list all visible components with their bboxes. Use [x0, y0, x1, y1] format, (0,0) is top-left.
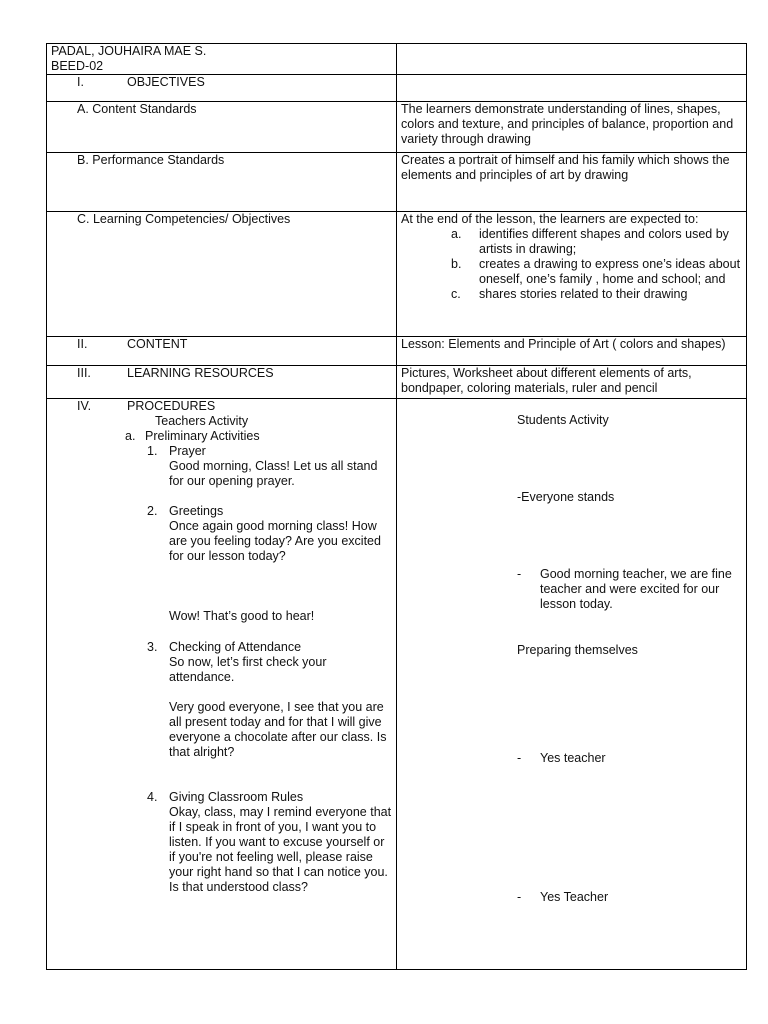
step-title: Giving Classroom Rules — [169, 790, 304, 804]
procedures-row — [47, 399, 747, 970]
student-response — [401, 567, 742, 612]
objectives-row — [47, 75, 747, 102]
procedures-heading — [51, 399, 392, 414]
step-text: Once again good morning class! How are you feeling today? Are you excited for our lesson today? — [169, 519, 381, 563]
resources-row — [47, 366, 747, 399]
content-standards-label-cell — [47, 102, 397, 153]
item-text: shares stories related to their drawing — [479, 287, 688, 301]
students-activity-cell — [397, 399, 747, 970]
step-text: Very good everyone, I see that you are all present today and for that I will give everyone a chocolate after our class. Is that alright? — [169, 700, 387, 759]
objectives-cell — [47, 75, 397, 102]
item-text: creates a drawing to express one’s ideas about oneself, one’s family , home and school; and — [479, 257, 741, 286]
content-standards-text: The learners demonstrate understanding of lines, shapes, colors and texture, and principles of balance, proportion and variety through drawing — [397, 102, 747, 153]
performance-standards-label: B. Performance Standards — [77, 153, 225, 167]
header-cell — [47, 44, 397, 75]
competency-item — [401, 287, 742, 302]
student-response — [401, 890, 742, 905]
step-marker: 4. — [147, 790, 158, 804]
step-title: Greetings — [169, 504, 224, 518]
performance-standards-label-cell — [47, 153, 397, 212]
competencies-intro: At the end of the lesson, the learners are expected to: — [401, 212, 699, 226]
item-marker: c. — [451, 287, 461, 301]
item-text: identifies different shapes and colors used by artists in drawing; — [479, 227, 729, 256]
response-text: Yes teacher — [540, 751, 606, 765]
step-attendance — [51, 640, 392, 655]
competency-item — [401, 257, 742, 287]
objectives-right-cell — [397, 75, 747, 102]
header-right-cell — [397, 44, 747, 75]
step-text: Wow! That’s good to hear! — [169, 609, 315, 623]
teachers-activity-heading: Teachers Activity — [155, 414, 249, 428]
competencies-cell — [397, 212, 747, 337]
resources-text: Pictures, Worksheet about different elements of arts, bondpaper, coloring materials, ruler and pencil — [397, 366, 747, 399]
teachers-activity-cell — [47, 399, 397, 970]
response-marker: - — [517, 751, 522, 765]
section-title: PROCEDURES — [127, 399, 216, 413]
competencies-label: C. Learning Competencies/ Objectives — [77, 212, 291, 226]
response-text: Yes Teacher — [540, 890, 609, 904]
student-response — [401, 751, 742, 766]
step-marker: 3. — [147, 640, 158, 654]
item-marker: a. — [451, 227, 462, 241]
section-number: II. — [77, 337, 88, 351]
header-row — [47, 44, 747, 75]
step-title: Prayer — [169, 444, 206, 458]
step-marker: 1. — [147, 444, 158, 458]
student-response: Preparing themselves — [517, 643, 638, 657]
section-title: CONTENT — [127, 337, 188, 351]
content-text: Lesson: Elements and Principle of Art ( colors and shapes) — [397, 337, 747, 366]
step-greetings — [51, 504, 392, 519]
item-text: Preliminary Activities — [145, 429, 260, 443]
section-title: OBJECTIVES — [127, 75, 205, 89]
step-text: Okay, class, may I remind everyone that if I speak in front of you, I want you to listen. If you want to excuse yourself or if you're not feeling well, please raise your right hand so that I can notice you. Is that understood class? — [169, 805, 392, 894]
response-marker: - — [517, 567, 522, 581]
step-title: Checking of Attendance — [169, 640, 302, 654]
student-response: -Everyone stands — [517, 490, 615, 504]
item-marker: a. — [125, 429, 136, 443]
item-marker: b. — [451, 257, 462, 271]
response-text: Good morning teacher, we are fine teacher and were excited for our lesson today. — [540, 567, 732, 611]
student-course: BEED-02 — [51, 59, 104, 73]
performance-standards-text: Creates a portrait of himself and his family which shows the elements and principles of art by drawing — [397, 153, 747, 212]
section-number: IV. — [77, 399, 92, 413]
section-number: I. — [77, 75, 84, 89]
lesson-plan-page — [46, 43, 746, 976]
students-activity-heading: Students Activity — [517, 413, 609, 427]
lesson-plan-table — [46, 43, 747, 970]
step-marker: 2. — [147, 504, 158, 518]
student-name: PADAL, JOUHAIRA MAE S. — [51, 44, 207, 58]
preliminary-activities — [51, 429, 392, 444]
section-title: LEARNING RESOURCES — [127, 366, 274, 380]
step-text: So now, let’s first check your attendance. — [169, 655, 327, 684]
content-standards-label: A. Content Standards — [77, 102, 197, 116]
competencies-row — [47, 212, 747, 337]
content-row — [47, 337, 747, 366]
performance-standards-row — [47, 153, 747, 212]
content-standards-row — [47, 102, 747, 153]
content-label-cell — [47, 337, 397, 366]
section-number: III. — [77, 366, 91, 380]
step-classroom-rules — [51, 790, 392, 805]
step-prayer — [51, 444, 392, 459]
competencies-label-cell — [47, 212, 397, 337]
competency-item — [401, 227, 742, 257]
response-marker: - — [517, 890, 522, 904]
resources-label-cell — [47, 366, 397, 399]
step-text: Good morning, Class! Let us all stand for our opening prayer. — [169, 459, 378, 488]
